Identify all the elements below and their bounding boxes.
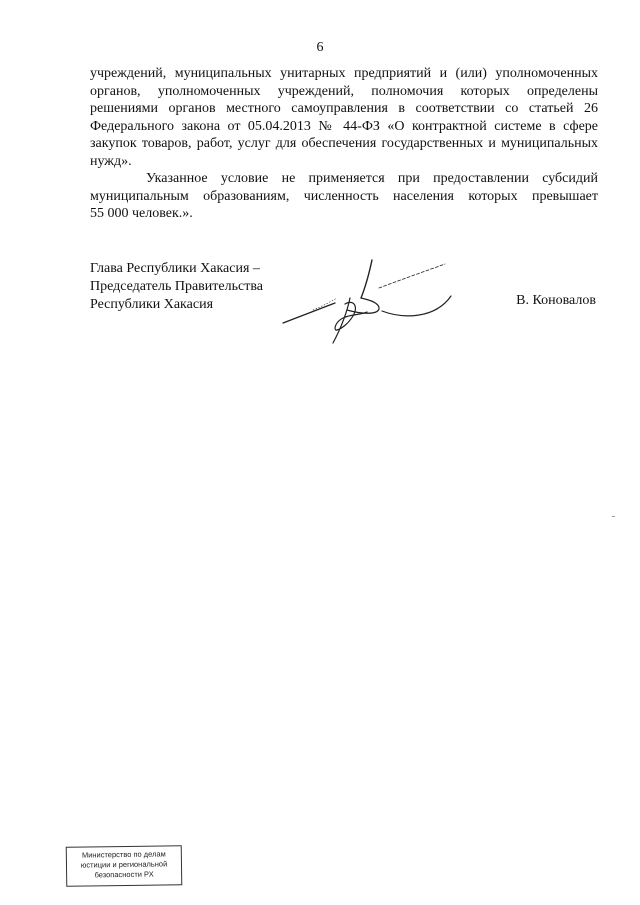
- handwritten-signature: [275, 250, 465, 350]
- stamp-line: Министерство по делам: [81, 849, 166, 860]
- body-line: 55 000 человек.».: [90, 206, 193, 221]
- stamp-line: безопасности РХ: [94, 869, 154, 880]
- signatory-title: [90, 260, 263, 314]
- body-line: муниципальным образованиям, численность населения которых превышает: [90, 188, 598, 204]
- body-line: Указанное условие не применяется при предоставлении субсидий: [146, 171, 598, 186]
- body-line: нужд».: [90, 153, 132, 169]
- body-line: органов, уполномоченных учреждений, полномочия которых определены: [90, 83, 598, 99]
- page-number: 6: [316, 40, 324, 55]
- body-line: учреждений, муниципальных унитарных предприятий и (или) уполномоченных: [90, 66, 598, 81]
- body-line: решениями органов местного самоуправления в соответствии со статьей 26: [90, 101, 598, 116]
- scan-artifact: [612, 516, 615, 517]
- stamp-line: юстиции и региональной: [80, 859, 168, 870]
- registration-stamp: [66, 845, 183, 887]
- body-line: закупок товаров, работ, услуг для обеспечения государственных и муниципальных: [90, 136, 598, 151]
- signatory-name: В. Коновалов: [516, 293, 596, 308]
- body-line: Федерального закона от 05.04.2013 № 44-ФЗ «О контрактной системе в сфере: [90, 118, 598, 134]
- signatory-title-line: Глава Республики Хакасия –: [90, 261, 260, 276]
- signatory-title-line: Республики Хакасия: [90, 297, 214, 312]
- document-body: [90, 65, 598, 223]
- signatory-title-line: Председатель Правительства: [90, 279, 263, 294]
